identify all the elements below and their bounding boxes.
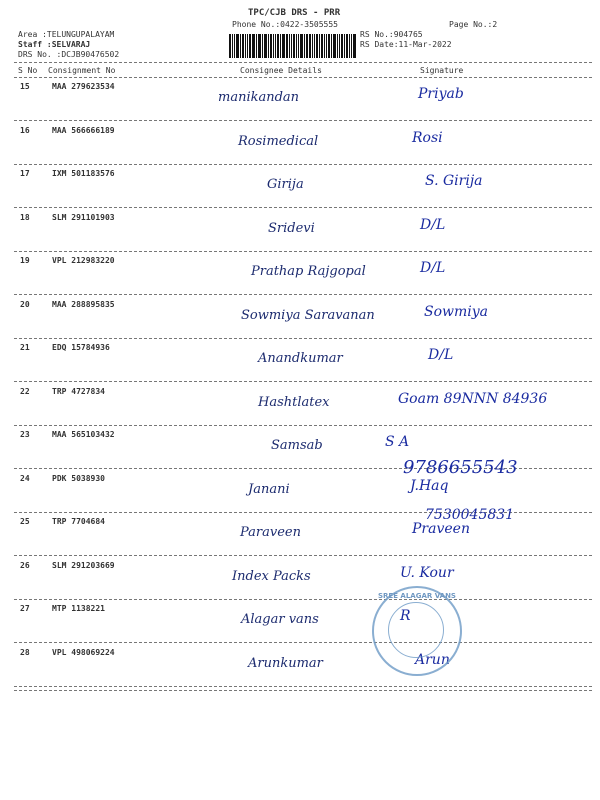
row-divider [14,251,592,252]
row-consignee-name: Samsab [271,438,323,453]
barcode-bar [236,34,239,58]
barcode-bar [277,34,279,58]
row-serial-number: 21 [20,343,30,352]
row-consignment-number: MAA 279623534 [52,82,115,91]
row-consignment-number: MAA 565103432 [52,430,115,439]
row-serial-number: 15 [20,82,30,91]
row-divider [14,294,592,295]
barcode-bar [247,34,248,58]
sheet-title: TPC/CJB DRS - PRR [248,8,341,18]
row-consignment-number: TRP 4727834 [52,386,105,396]
row-signature: S A [385,434,410,450]
row-consignee-name: Sowmiya Saravanan [241,307,375,323]
barcode-bar [273,34,274,58]
barcode-bar [286,34,288,58]
barcode-bar [351,34,352,58]
barcode-bar [245,34,246,58]
barcode-bar [316,34,319,58]
row-serial-number: 26 [20,560,30,570]
barcode-bar [326,34,327,58]
row-serial-number: 24 [20,473,30,483]
row-serial-number: 25 [20,517,30,526]
barcode-bar [264,34,267,58]
barcode-bar [306,34,308,58]
barcode-bar [289,34,290,58]
barcode-bar [240,34,241,58]
footer-divider [14,690,592,691]
stamp-inner-ring [388,602,444,658]
barcode-bar [296,34,297,58]
row-consignee-name: Anandkumar [258,351,343,366]
row-consignment-number: SLM 291203669 [52,560,115,570]
barcode-bar [262,34,263,58]
barcode-bar [282,34,285,58]
row-signature: Goam 89NNN 84936 [398,390,548,407]
row-consignee-name: Sridevi [268,220,315,236]
barcode-bar [312,34,313,58]
area-label: Area :TELUNGUPALAYAM [18,30,115,39]
row-serial-number: 20 [20,299,30,309]
company-stamp [372,586,462,676]
col-header-consignment: Consignment No [48,66,116,75]
row-consignment-number: TRP 7704684 [52,517,105,526]
page-number: Page No.:2 [449,20,498,29]
barcode-bar [298,34,299,58]
row-serial-number: 23 [20,430,30,439]
barcode-bar [339,34,340,58]
row-divider [14,555,592,556]
barcode-bar [321,34,323,58]
row-signature: D/L [428,347,454,363]
row-divider [14,599,592,600]
row-consignment-number: SLM 291101903 [52,212,115,222]
row-consignment-number: PDK 5038930 [52,473,105,483]
row-signature: J.Haq [410,477,449,494]
barcode-bar [275,34,276,58]
barcode-bar [270,34,272,58]
row-signature: Rosi [412,129,443,146]
row-consignee-name: manikandan [218,90,300,105]
barcode-bar [304,34,305,58]
barcode-bar [314,34,315,58]
row-signature: U. Kour [400,564,454,581]
barcode-bar [293,34,295,58]
row-consignment-number: MTP 1138221 [52,604,105,613]
phone-number: Phone No.:0422-3505555 [232,20,338,29]
row-divider [14,381,592,382]
barcode-bar [337,34,338,58]
row-consignment-number: MAA 566666189 [52,125,115,135]
row-consignee-name: Arunkumar [248,655,323,671]
row-signature: S. Girija [425,173,483,189]
barcode-bar [229,34,231,58]
barcode-bar [291,34,292,58]
handwritten-phone-1: 9786655543 [403,457,518,478]
row-divider [14,164,592,165]
row-serial-number: 19 [20,256,30,265]
row-serial-number: 28 [20,647,30,657]
row-consignee-name: Alagar vans [241,612,319,627]
stamp-text: SREE ALAGAR VANS [378,592,456,600]
row-consignee-name: Hashtlatex [258,394,330,410]
barcode-bar [280,34,281,58]
barcode-bar [328,34,330,58]
handwritten-phone-2: 7530045831 [425,507,515,523]
barcode-bar [259,34,261,58]
row-consignee-name: Prathap Rajgopal [251,264,366,279]
row-serial-number: 18 [20,212,30,222]
barcode-bar [232,34,233,58]
col-header-sno: S No [18,66,38,75]
row-consignment-number: EDQ 15784936 [52,343,110,352]
row-serial-number: 27 [20,604,30,613]
barcode-bar [346,34,348,58]
row-signature: D/L [420,260,446,276]
row-consignment-number: VPL 212983220 [52,256,115,265]
row-divider [14,642,592,643]
barcode-bar [324,34,325,58]
barcode-bar [349,34,350,58]
barcode-bar [319,34,320,58]
barcode-bar [252,34,255,58]
row-divider [14,425,592,426]
barcode-bar [333,34,336,58]
row-divider [14,120,592,121]
row-consignment-number: VPL 498069224 [52,647,115,657]
row-consignee-name: Janani [248,481,290,497]
row-consignee-name: Rosimedical [238,133,319,149]
rs-date: RS Date:11-Mar-2022 [360,40,452,49]
barcode-bar [344,34,345,58]
rs-number: RS No.:904765 [360,30,423,39]
barcode-bar [268,34,269,58]
barcode-bar [256,34,257,58]
row-divider [14,686,592,687]
row-consignee-name: Index Packs [232,568,311,584]
barcode-bar [242,34,244,58]
barcode-bar [353,34,356,58]
barcode-bar [249,34,251,58]
row-signature: R [400,608,411,624]
row-signature: Praveen [412,521,470,537]
barcode-bar [331,34,332,58]
row-consignment-number: MAA 288895835 [52,299,115,309]
header-divider [14,62,592,63]
row-signature: Sowmiya [424,303,489,320]
row-divider [14,338,592,339]
barcode-bar [341,34,343,58]
row-serial-number: 17 [20,169,30,178]
barcode-bar [258,34,259,58]
row-signature: Priyab [418,86,464,102]
barcode-bar [309,34,311,58]
barcode-bar [300,34,303,58]
row-divider [14,207,592,208]
row-consignee-name: Paraveen [240,525,301,540]
drs-number: DRS No. :DCJB90476502 [18,50,120,59]
staff-label: Staff :SELVARAJ [18,40,91,49]
barcode-image [229,34,357,58]
col-header-signature: Signature [420,66,464,75]
row-consignee-name: Girija [267,177,304,192]
row-serial-number: 22 [20,386,30,396]
barcode-bar [234,34,235,58]
row-consignment-number: IXM 501183576 [52,169,115,178]
row-signature: D/L [420,216,446,233]
column-divider [14,77,592,78]
col-header-consignee: Consignee Details [240,66,322,75]
row-serial-number: 16 [20,125,30,135]
row-signature: Arun [415,651,450,668]
